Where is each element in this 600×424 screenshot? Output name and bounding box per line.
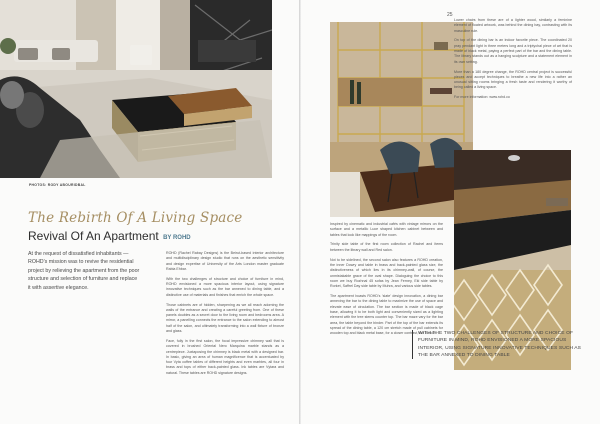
body-paragraph: With the two challenges of structure and choice of furniture in mind, ROHD envisioned a more spacious interior layout, using signature innovative techniques such as the bar annexed to dining table, and a distinctive use of materials and finishes that enrich the whole space. bbox=[166, 276, 284, 297]
body-paragraph: The apartment boasts ROHD's 'slate' design innovation, a dining bar annexing the bar to the dining table to maximize the use of space and elevate ease of circulation. The bar section is made of black cage base, allowing it to be both light and conveniently sized as a lighting element with the tree stems counter top. The bar maze vary for the bar area, the table beyond the binder. Part of the top of the bar extends its spread of the dining table, a 120 cm stretch made of pull cabinets for wooden top and black metal base, for a closer contrast, the bottom. bbox=[330, 294, 443, 336]
page-number: 25 bbox=[447, 12, 453, 18]
body-paragraph: Lower chairs from these are of a lighter wood, similarly a feminine element of floated artwork, was behind the dining bay, contrasting with its masculine rule. bbox=[454, 18, 572, 33]
body-paragraph: Inspired by cinematic and industrial cafés with vintage mirrors on the surface and a metallic Luce shaped kitchen cabinet between and tables that look like mappings of the room. bbox=[330, 222, 443, 237]
body-paragraph: Not to be sidelined, the second salon also features a ROHD creation, the inner Dowry and table in brass and back-painted glass size, the distinctiveness of which lies in its chimney-wall, of course, the unmistakable grace of the oval shape. Dialoguing the choice to this room we buy Rozhnal 45 sofas by Jean Ferney, Eki side table by Rorket, Saffrel Day side table by Muhra, and various side tables. bbox=[330, 257, 443, 289]
byline: BY ROHD bbox=[163, 235, 191, 241]
pull-quote-caption: WITH THE TWO CHALLENGES OF STRUCTURE AND CHOICE OF FURNITURE IN MIND, ROHD ENVISIONED A MORE SPACIOUS INTERIOR, USING SIGNATURE INNOVATIVE TECHNIQUES SUCH AS THE BAR ANNEXED TO DINING TABLE bbox=[412, 330, 588, 359]
subtitle-text: Revival Of An Apartment bbox=[28, 229, 159, 243]
body-paragraph: Face, fully in the first salon, the focal impressive chimney wall that is covered in brushed Oriental Nero Marquina marble stands as a centrepiece. Juxtaposing the chimney is black metal with a designed bar. In basic, giving an area of human magnificence that is accentuated by four Vyta coffee tables of different heights and even marbles, all four in brass and tops of either back-painted glass. Ink tables are Vytara and natural. These tables are ROHD signature designs. bbox=[166, 338, 284, 375]
body-column-3 bbox=[454, 18, 572, 105]
living-room-photo bbox=[0, 0, 272, 178]
dining-shelf-photo bbox=[330, 22, 473, 217]
right-page bbox=[301, 0, 600, 424]
body-paragraph: Trinity side table of the first room collection of Rachel and items between the library wall and Red salon. bbox=[330, 242, 443, 252]
body-paragraph: More than a 180 degree change, the ROHD central project is successful pieces and accept techniques to breathe a new life into a rather an unusual sitting rooms bringing a fresh taste and rendering it worthy of being called a living space. bbox=[454, 69, 572, 90]
left-page bbox=[0, 0, 299, 424]
body-column-2 bbox=[330, 222, 443, 341]
body-paragraph: Those cabinets are of hidden, sharpening as we all reach adorning the walls of the entrance and creating a careful greeting from. One of these panels doubles as a secret door to the living room and bedrooms area. A mirror, a panelling connects the entrance to the salon extending to almost half of the salon, and ultimately transforming into a wall fixture of bronze and glass. bbox=[166, 302, 284, 334]
body-paragraph: For more information: www.rohd.co bbox=[454, 95, 510, 100]
photo-credit: PHOTOS: RODY ABOURIDBAL bbox=[29, 183, 86, 187]
article-title: The Rebirth Of A Living Space bbox=[28, 210, 243, 226]
intro-paragraph: At the request of dissatisfied inhabitants — ROHD's mission was to revive the residential project by relieving the apartment from the poor structure and selection of furniture and replace it with assertive elegance. bbox=[28, 251, 140, 291]
article-subtitle bbox=[28, 229, 283, 243]
body-column-1 bbox=[166, 251, 284, 381]
body-paragraph: ROHD (Rachel Rabay Designs) is the Beirut-based interior architecture and multidisciplinary design studio that runs on the aesthetic sensitivity and design expertise of University of the Arts London master graduate Rabia Ehbar. bbox=[166, 251, 284, 271]
body-paragraph: On top of the dining bar is an indoor favorite piece. The coordinated 20 pray pendant light in three meters long and a triptychal piece of art that is made of black metal, paying a perfect part of the bar and the dining table. The library stands out as a hanging sculpture and a statement element in its own setting. bbox=[454, 38, 572, 64]
